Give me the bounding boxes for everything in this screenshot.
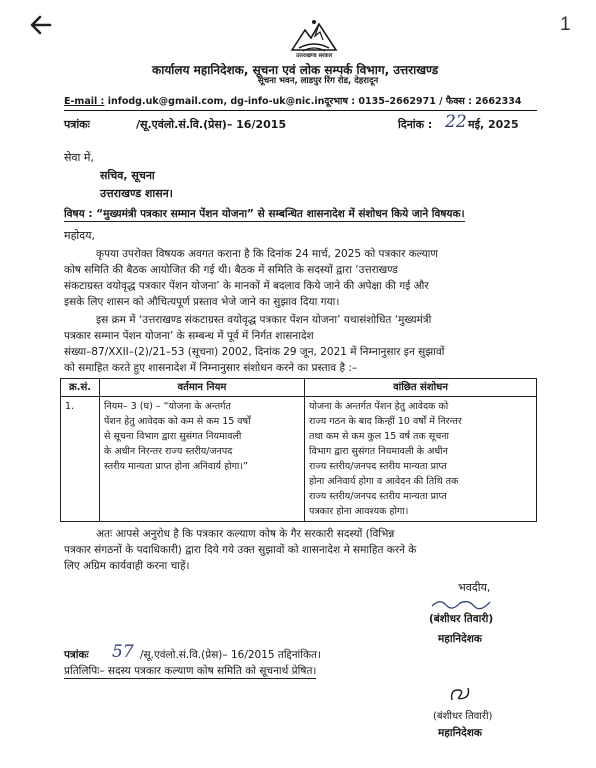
date-rest: मई, 2025 [468,118,519,131]
arrow-left-icon[interactable] [28,12,54,38]
cell-line: राज्य गठन के बाद किन्हीं 10 वर्षों में निरन्तर [309,416,462,427]
email-value[interactable]: infodg.uk@gmail.com, dg-info-uk@nic.in [107,96,325,107]
para1-line: कृपया उपरोक्त विषयक अवगत कराना है कि दिनांक 24 मार्च, 2025 को पत्रकार कल्याण [96,248,438,260]
cell-line: योजना के अन्तर्गत पेंशन हेतु आवेदक को [309,401,449,412]
endorsement-label: पत्रांकः [64,649,89,661]
endorsement-number: /सू.एवंलो.सं.वि.(प्रेस)– 16/2015 तद्दिनांकित। [140,649,322,661]
cell-line: पेंशन हेतु आवेदक को कम से कम 15 वर्षों [104,416,251,427]
recipient-line: सचिव, सूचना [100,169,155,182]
signature-scribble-icon [448,684,472,706]
reference-label: पत्रांकः [64,118,90,131]
cell-line: राज्य स्तरीय/जनपद स्तरीय मान्यता प्राप्त [309,461,447,472]
subject-line: विषय : “मुख्यमंत्री पत्रकार सम्मान पेंशन योजना” से सम्बन्धित शासनादेश में संशोधन किये जाने विषयक। [64,208,465,220]
signatory-designation: महानिदेशक [438,727,482,739]
table-header: वांछित संशोधन [305,379,537,397]
contact-row [64,94,521,107]
date-handwritten: 22 [445,112,467,132]
table-header: क्र.सं. [61,379,100,397]
cell-line: तथा कम से कम कुल 15 वर्ष तक सूचना [309,431,449,442]
table-row [61,397,537,522]
para2-line: संख्या–87/XXII–(2)/21–53 (सूचना) 2002, दिनांक 29 जून, 2021 में निम्नानुसार इन सुझावों [64,346,445,358]
recipient-line: सेवा में, [64,151,94,164]
para1-line: संकटाग्रस्त वयोवृद्ध पत्रकार पेंशन योजना’ के मानकों में बदलाव किये जाने की अपेक्षा की गई और [64,280,429,292]
recipient-line: उत्तराखण्ड शासन। [100,187,173,200]
table-header: वर्तमान नियम [100,379,305,397]
cell-line: विभाग द्वारा सुसंगत नियमावली के अधीन [309,446,448,457]
cell-line: नियम– 3 (घ) – “योजना के अन्तर्गत [104,401,231,412]
state-emblem-icon [289,18,339,52]
para2-line: को समाहित करते हुए शासनादेश में निम्नानुसार संशोधन करने का प्रस्ताव है :– [64,362,358,374]
table-header-row [61,379,537,397]
table-cell-sno: 1. [61,397,100,522]
para1-line: कोष समिति की बैठक आयोजित की गई थी। बैठक में समिति के सदस्यों द्वारा ‘उत्तराखण्ड [64,264,398,276]
salutation: महोदय, [64,229,95,242]
amendment-table [60,378,537,522]
gov-label: उत्तराखण्ड सरकार [296,53,333,59]
reference-number: /सू.एवंलो.सं.वि.(प्रेस)– 16/2015 [136,118,287,131]
date-label: दिनांक : [398,118,433,131]
signatory-designation: महानिदेशक [438,633,482,645]
phone-fax: दूरभाष : 0135–2662971 / फैक्स : 2662334 [324,96,522,107]
para2-line: पत्रकार सम्मान पेंशन योजना’ के सम्बन्ध में पूर्व में निर्गत शासनादेश [64,330,314,342]
cell-line: पत्रकार होना आवश्यक होगा। [309,506,409,517]
cell-line: से सूचना विभाग द्वारा सुसंगत नियमावली [104,431,242,442]
cell-line: स्तरीय मान्यता प्राप्त होना अनिवार्य होगा।” [104,461,248,472]
table-cell-proposed [305,397,537,522]
signatory-name: (बंशीधर तिवारी) [433,711,493,722]
signature-scribble-icon [430,596,500,610]
cell-line: के अधीन निरन्तर राज्य स्तरीय/जनपद [104,446,233,457]
copy-line: प्रतिलिपिः– सदस्य पत्रकार कल्याण कोष समिति को सूचनार्थ प्रेषित। [64,665,317,677]
table-cell-current [100,397,305,522]
office-address: सूचना भवन, लाडपुर रिंग रोड, देहरादून [258,76,379,86]
cell-line: होना अनिवार्य होगा व आवेदन की तिथि तक [309,476,459,487]
page-number: 1 [560,14,571,35]
para3-line: लिए अग्रिम कार्यवाही करना चाहें। [64,560,190,572]
signatory-name: (बंशीधर तिवारी) [429,613,494,625]
para3-line: पत्रकार संगठनों के पदाधिकारी) द्वारा दिये गये उक्त सुझावों को शासनादेश मे समाहित करने के [64,544,417,556]
para2-line: इस क्रम में ‘उत्तराखण्ड संकटाग्रस्त वयोवृद्ध पत्रकार पेंशन योजना’ यथासंशोधित ‘मुख्यमंत्री [96,314,432,326]
cell-line: राज्य स्तरीय/जनपद स्तरीय मान्यता प्राप्त [309,491,447,502]
para3-line: अतः आपसे अनुरोध है कि पत्रकार कल्याण कोष के गैर सरकारी सदस्यों (विभिन्न [96,528,395,540]
endorsement-number-handwritten: 57 [112,642,134,662]
closing: भवदीय, [458,581,491,594]
office-title: कार्यालय महानिदेशक, सूचना एवं लोक सम्पर्क विभाग, उत्तराखण्ड [152,63,439,77]
email-label: E-mail : [64,96,105,107]
para1-line: इसके लिए शासन को औचित्यपूर्ण प्रस्ताव भेजे जाने का सुझाव दिया गया। [64,296,340,308]
divider [64,110,537,111]
